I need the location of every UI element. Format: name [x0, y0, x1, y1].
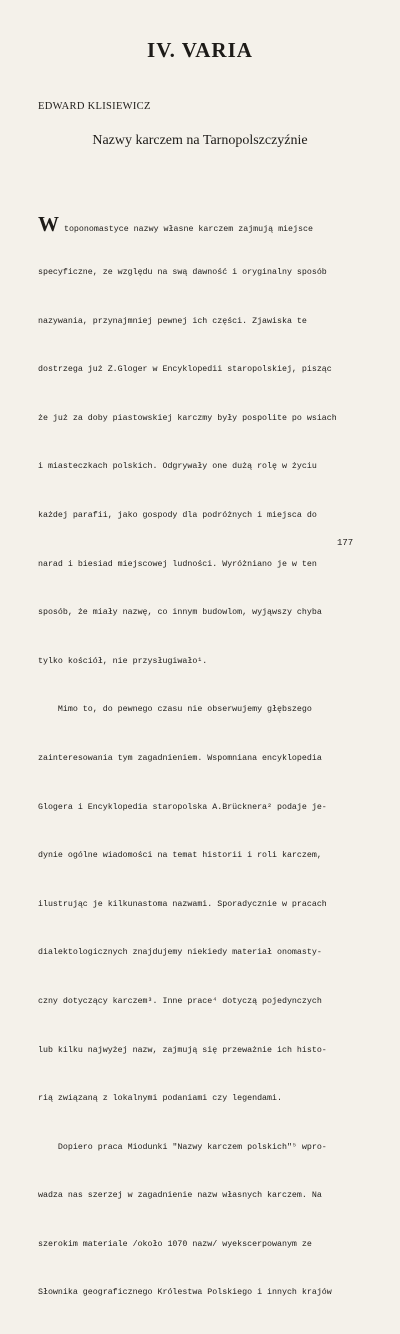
- body-line: [38, 212, 378, 237]
- article-title: Nazwy karczem na Tarnopolszczyźnie: [92, 133, 308, 148]
- body-line: dostrzega już Z.Gloger w Encyklopedii staropolskiej, pisząc: [38, 365, 332, 375]
- body-line: czny dotyczący karczem³. Inne prace⁴ dotyczą pojedynczych: [38, 996, 322, 1006]
- author-name: EDWARD KLISIEWICZ: [38, 101, 151, 112]
- body-line: lub kilku najwyżej nazw, zajmują się przeważnie ich histo-: [38, 1045, 327, 1055]
- body-line: Dopiero praca Miodunki "Nazwy karczem polskich"⁵ wpro-: [38, 1142, 327, 1152]
- body-line: ilustrując je kilkunastoma nazwami. Sporadycznie w pracach: [38, 899, 327, 909]
- body-line: rią związaną z lokalnymi podaniami czy legendami.: [38, 1094, 282, 1104]
- body-line: każdej parafii, jako gospody dla podróżnych i miejsca do: [38, 510, 317, 520]
- page-number: 177: [337, 538, 354, 548]
- body-line: Słownika geograficznego Królestwa Polskiego i innych krajów: [38, 1288, 332, 1298]
- body-line: wadza nas szerzej w zagadnienie nazw własnych karczem. Na: [38, 1191, 322, 1201]
- body-line: tylko kościół, nie przysługiwało¹.: [38, 656, 208, 666]
- body-line: Glogera i Encyklopedia staropolska A.Brücknera² podaje je-: [38, 802, 327, 812]
- article-body: [38, 184, 378, 1334]
- body-line: Mimo to, do pewnego czasu nie obserwujemy głębszego: [38, 705, 312, 715]
- body-line: dialektologicznych znajdujemy niekiedy materiał onomasty-: [38, 948, 322, 958]
- body-line: że już za doby piastowskiej karczmy były pospolite po wsiach: [38, 413, 337, 423]
- body-line: sposób, że miały nazwę, co innym budowlom, wyjąwszy chyba: [38, 608, 322, 618]
- body-line: specyficzne, ze względu na swą dawność i oryginalny sposób: [38, 268, 327, 277]
- body-line: szerokim materiale /około 1070 nazw/ wyekscerpowanym ze: [38, 1239, 312, 1249]
- body-line: zainteresowania tym zagadnieniem. Wspomniana encyklopedia: [38, 753, 322, 763]
- drop-cap: W: [38, 212, 59, 237]
- body-line-text: toponomastyce nazwy własne karczem zajmują miejsce: [59, 225, 313, 235]
- body-line: nazywania, przynajmniej pewnej ich części. Zjawiska te: [38, 316, 307, 326]
- body-line: dynie ogólne wiadomości na temat historii i roli karczem,: [38, 851, 322, 861]
- section-title: IV. VARIA: [147, 38, 253, 62]
- body-line: i miasteczkach polskich. Odgrywały one dużą rolę w życiu: [38, 462, 317, 472]
- body-line: narad i biesiad miejscowej ludności. Wyróżniano je w ten: [38, 559, 317, 569]
